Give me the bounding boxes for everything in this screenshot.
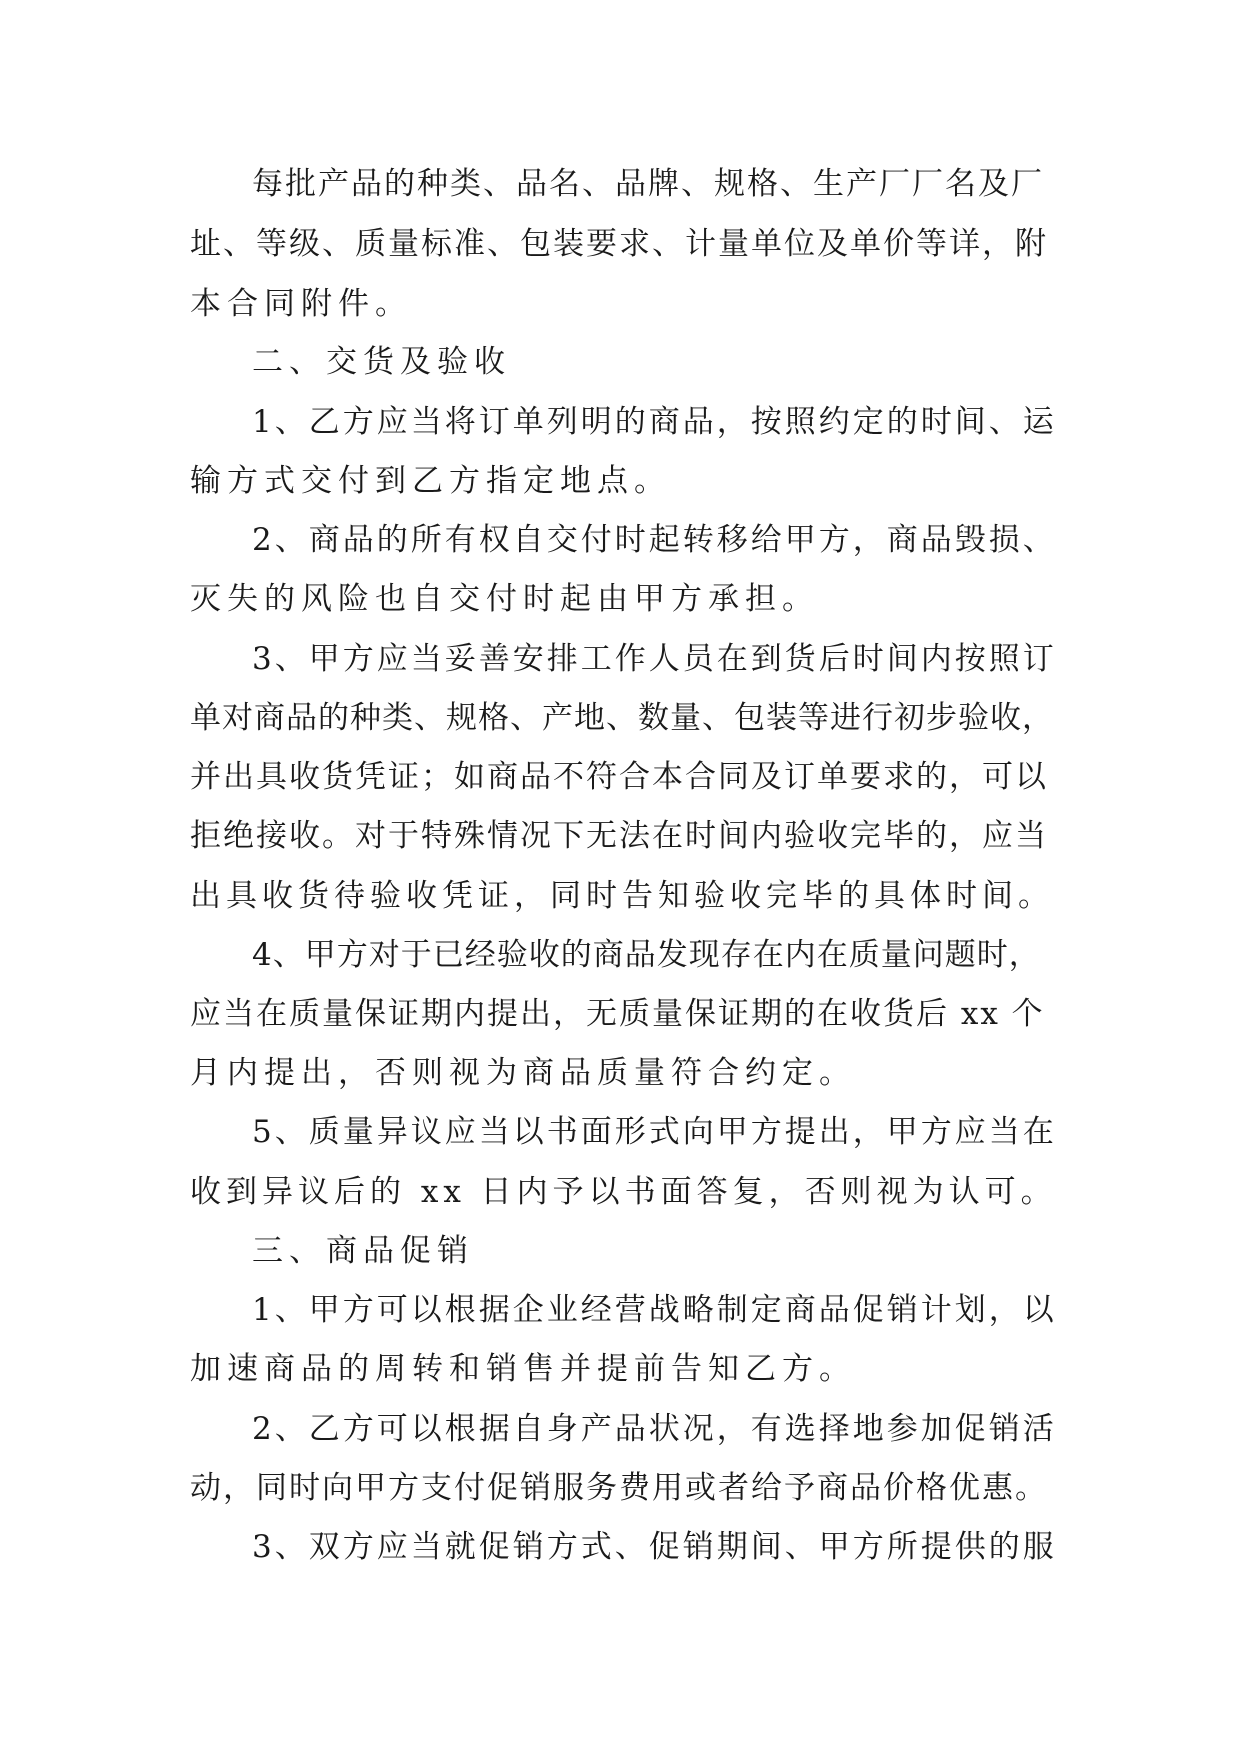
- paragraph-line: 加速商品的周转和销售并提前告知乙方。: [190, 1351, 856, 1387]
- paragraph-line: 动，同时向甲方支付促销服务费用或者给予商品价格优惠。: [190, 1470, 1048, 1506]
- paragraph-line: 拒绝接收。对于特殊情况下无法在时间内验收完毕的，应当: [190, 818, 1048, 854]
- paragraph-line: 收到异议后的 xx 日内予以书面答复，否则视为认可。: [190, 1174, 1057, 1210]
- paragraph-line: 单对商品的种类、规格、产地、数量、包装等进行初步验收，: [190, 700, 1054, 736]
- paragraph-line: 5、质量异议应当以书面形式向甲方提出，甲方应当在: [252, 1114, 1057, 1150]
- paragraph-line: 3、甲方应当妥善安排工作人员在到货后时间内按照订: [252, 641, 1057, 677]
- paragraph-line: 2、乙方可以根据自身产品状况，有选择地参加促销活: [252, 1411, 1057, 1447]
- paragraph-line: 2、商品的所有权自交付时起转移给甲方，商品毁损、: [252, 522, 1057, 558]
- paragraph-line: 1、乙方应当将订单列明的商品，按照约定的时间、运: [252, 404, 1057, 440]
- paragraph-line: 月内提出，否则视为商品质量符合约定。: [190, 1055, 856, 1091]
- section-heading: 三、商品促销: [252, 1233, 474, 1269]
- paragraph-line: 每批产品的种类、品名、品牌、规格、生产厂厂名及厂: [252, 166, 1044, 202]
- paragraph-line: 应当在质量保证期内提出，无质量保证期的在收货后 xx 个: [190, 996, 1045, 1032]
- paragraph-line: 1、甲方可以根据企业经营战略制定商品促销计划，以: [252, 1292, 1057, 1328]
- section-heading: 二、交货及验收: [252, 344, 511, 380]
- paragraph-line: 灭失的风险也自交付时起由甲方承担。: [190, 581, 819, 617]
- paragraph-line: 出具收货待验收凭证，同时告知验收完毕的具体时间。: [190, 878, 1054, 914]
- paragraph-line: 并出具收货凭证；如商品不符合本合同及订单要求的，可以: [190, 759, 1048, 795]
- paragraph-line: 输方式交付到乙方指定地点。: [190, 463, 671, 499]
- paragraph-line: 本合同附件。: [190, 286, 412, 322]
- paragraph-line: 3、双方应当就促销方式、促销期间、甲方所提供的服: [252, 1529, 1057, 1565]
- paragraph-line: 址、等级、质量标准、包装要求、计量单位及单价等详，附: [190, 226, 1048, 262]
- paragraph-line: 4、甲方对于已经验收的商品发现存在内在质量问题时，: [252, 937, 1041, 973]
